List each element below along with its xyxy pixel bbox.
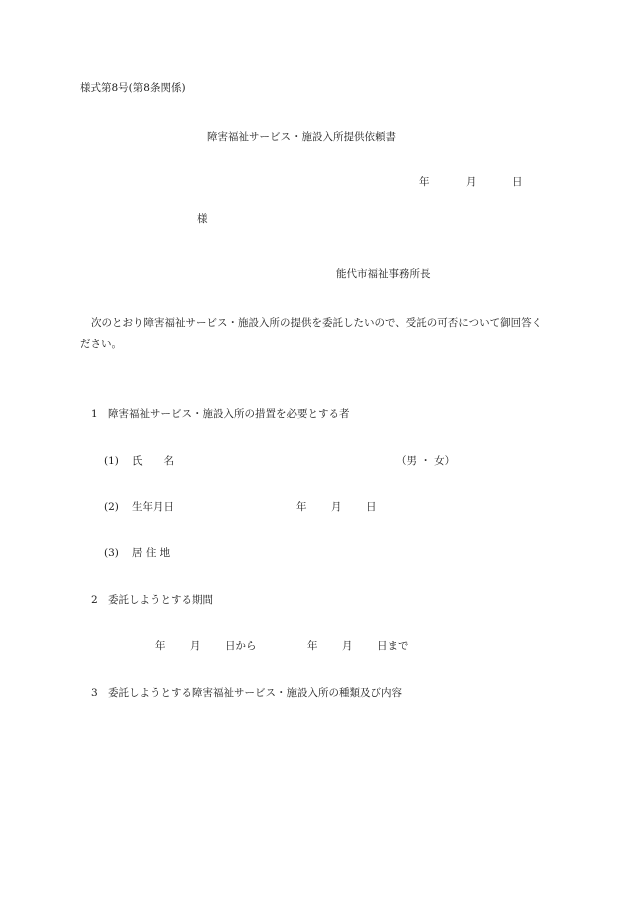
birthdate-month: 月 (331, 501, 342, 513)
form-number: 様式第8号(第8条関係) (80, 82, 186, 94)
period-from-day: 日から (225, 640, 257, 652)
date-day: 日 (512, 176, 523, 188)
request-text-content: 次のとおり障害福祉サービス・施設入所の提供を委託したいので、受託の可否について御回答ください。 (80, 317, 543, 350)
gender-choice: （男 ・ 女） (396, 455, 456, 467)
period-to-year: 年 (307, 640, 318, 652)
date-year: 年 (419, 176, 430, 188)
addressee-suffix: 様 (197, 213, 208, 225)
section2-heading: 委託しようとする期間 (108, 594, 213, 606)
request-text (80, 313, 550, 355)
section3-heading: 委託しようとする障害福祉サービス・施設入所の種類及び内容 (108, 687, 402, 699)
section2-number: 2 (91, 594, 98, 606)
section3-number: 3 (91, 687, 98, 699)
birthdate-number: (2) (104, 501, 119, 513)
birthdate-year: 年 (296, 501, 307, 513)
sender-name: 能代市福祉事務所長 (336, 268, 431, 280)
birthdate-day: 日 (366, 501, 377, 513)
period-to-day: 日まで (377, 640, 409, 652)
birthdate-label: 生年月日 (132, 501, 174, 513)
date-month: 月 (466, 176, 477, 188)
name-number: (1) (104, 455, 119, 467)
period-to-month: 月 (342, 640, 353, 652)
section1-heading: 障害福祉サービス・施設入所の措置を必要とする者 (108, 408, 350, 420)
residence-label: 居 住 地 (132, 547, 171, 559)
section1-number: 1 (91, 408, 98, 420)
period-from-month: 月 (190, 640, 201, 652)
document-title: 障害福祉サービス・施設入所提供依頼書 (207, 131, 396, 143)
name-label: 氏 名 (132, 455, 174, 467)
period-from-year: 年 (155, 640, 166, 652)
residence-number: (3) (104, 547, 119, 559)
